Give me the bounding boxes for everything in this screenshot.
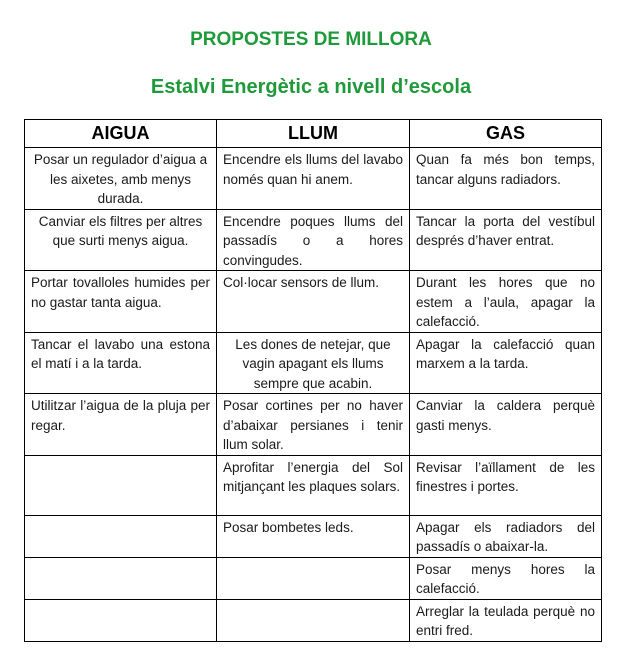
table-cell: Canviar la caldera perquè gasti menys. <box>410 394 602 456</box>
table-row <box>25 332 602 394</box>
table-cell: Les dones de netejar, que vagin apagant els llums sempre que acabin. <box>217 332 410 394</box>
table-cell: Apagar els radiadors del passadís o abaixar-la. <box>410 515 602 557</box>
table-header-row <box>25 120 602 148</box>
page-subtitle: Estalvi Energètic a nivell d’escola <box>150 76 472 98</box>
table-row <box>25 599 602 641</box>
table-row <box>25 209 602 271</box>
table-cell: Apagar la calefacció quan marxem a la tarda. <box>410 332 602 394</box>
table-cell: Arreglar la teulada perquè no entri fred. <box>410 599 602 641</box>
table-cell: Posar bombetes leds. <box>217 515 410 557</box>
table-cell: Posar un regulador d’aigua a les aixetes, amb menys durada. <box>25 148 217 210</box>
column-header-gas: GAS <box>410 120 602 148</box>
table-cell: Aprofitar l’energia del Sol mitjançant les plaques solars. <box>217 455 410 515</box>
table-cell: Encendre poques llums del passadís o a hores convingudes. <box>217 209 410 271</box>
page-title: PROPOSTES DE MILLORA <box>190 29 432 50</box>
table-cell: Revisar l’aïllament de les finestres i portes. <box>410 455 602 515</box>
proposals-table <box>24 119 602 642</box>
table-row <box>25 515 602 557</box>
table-cell: Posar menys hores la calefacció. <box>410 557 602 599</box>
table-cell: Quan fa més bon temps, tancar alguns radiadors. <box>410 148 602 210</box>
table-cell: Utilitzar l’aigua de la pluja per regar. <box>25 394 217 456</box>
table-cell: Portar tovalloles humides per no gastar tanta aigua. <box>25 271 217 333</box>
column-header-llum: LLUM <box>217 120 410 148</box>
table-row <box>25 557 602 599</box>
table-cell: Tancar el lavabo una estona el matí i a la tarda. <box>25 332 217 394</box>
table-cell: Durant les hores que no estem a l’aula, apagar la calefacció. <box>410 271 602 333</box>
table-cell <box>25 455 217 515</box>
table-cell <box>217 557 410 599</box>
table-row <box>25 394 602 456</box>
table-cell: Canviar els filtres per altres que surti menys aigua. <box>25 209 217 271</box>
table-cell: Tancar la porta del vestíbul després d’haver entrat. <box>410 209 602 271</box>
table-row <box>25 148 602 210</box>
table-cell: Posar cortines per no haver d’abaixar persianes i tenir llum solar. <box>217 394 410 456</box>
table-cell: Col·locar sensors de llum. <box>217 271 410 333</box>
table-row <box>25 455 602 515</box>
table-cell <box>25 557 217 599</box>
table-cell <box>25 599 217 641</box>
table-cell: Encendre els llums del lavabo només quan hi anem. <box>217 148 410 210</box>
table-cell <box>217 599 410 641</box>
table-row <box>25 271 602 333</box>
table-cell <box>25 515 217 557</box>
column-header-aigua: AIGUA <box>25 120 217 148</box>
